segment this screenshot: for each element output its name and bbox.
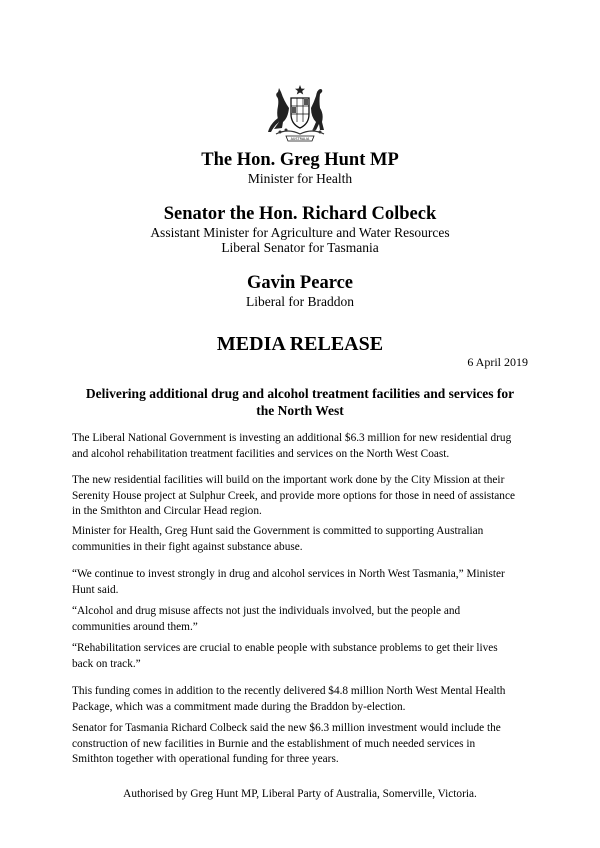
paragraph-line: Hunt said. bbox=[72, 583, 119, 596]
body-paragraph bbox=[72, 431, 532, 462]
paragraph-line: “Rehabilitation services are crucial to enable people with substance problems to get their lives bbox=[72, 642, 498, 654]
body-paragraph bbox=[72, 641, 532, 672]
minister-role: Assistant Minister for Agriculture and Water Resources bbox=[150, 225, 450, 240]
body-paragraph bbox=[72, 524, 532, 555]
release-date: 6 April 2019 bbox=[467, 355, 528, 369]
minister-name: Gavin Pearce bbox=[246, 273, 353, 293]
paragraph-line: Senator for Tasmania Richard Colbeck said the new $6.3 million investment would include the bbox=[72, 722, 501, 734]
minister-name: The Hon. Greg Hunt MP bbox=[201, 150, 399, 170]
body-paragraph bbox=[72, 473, 532, 520]
minister-role: Liberal for Braddon bbox=[246, 294, 354, 309]
crest-motto: AUSTRALIA bbox=[290, 137, 310, 141]
headline-line: Delivering additional drug and alcohol treatment facilities and services for bbox=[85, 386, 515, 401]
paragraph-line: The Liberal National Government is investing an additional $6.3 million for new residential drug bbox=[72, 432, 512, 444]
body-paragraph bbox=[72, 721, 532, 768]
minister-role: Liberal Senator for Tasmania bbox=[221, 240, 379, 255]
paragraph-line: Minister for Health, Greg Hunt said the Government is committed to supporting Australian bbox=[72, 525, 484, 537]
paragraph-line: The new residential facilities will build on the important work done by the City Mission at their bbox=[72, 474, 505, 486]
paragraph-line: back on track.” bbox=[72, 657, 141, 670]
paragraph-line: communities around them.” bbox=[72, 620, 198, 633]
body-paragraph bbox=[72, 604, 532, 635]
paragraph-line: communities in their fight against substance abuse. bbox=[72, 540, 303, 553]
paragraph-line: Package, which was a commitment made during the Braddon by-election. bbox=[72, 700, 406, 713]
paragraph-line: and alcohol rehabilitation treatment facilities and services on the North West Coast. bbox=[72, 447, 450, 460]
authorisation-footer: Authorised by Greg Hunt MP, Liberal Party of Australia, Somerville, Victoria. bbox=[123, 788, 477, 800]
paragraph-line: construction of new facilities in Burnie and the establishment of much needed services in bbox=[72, 737, 476, 750]
body-paragraph bbox=[72, 567, 532, 598]
body-paragraph bbox=[72, 684, 532, 715]
paragraph-line: Serenity House project at Sulphur Creek, and provide more options for those in need of assistance bbox=[72, 489, 515, 502]
release-headline bbox=[72, 385, 528, 419]
paragraph-line: “Alcohol and drug misuse affects not just the individuals involved, but the people and bbox=[72, 605, 461, 617]
paragraph-line: Smithton together with operational funding for three years. bbox=[72, 753, 339, 765]
minister-name: Senator the Hon. Richard Colbeck bbox=[163, 204, 437, 224]
headline-line: the North West bbox=[256, 403, 344, 418]
release-title: MEDIA RELEASE bbox=[216, 333, 384, 355]
paragraph-line: This funding comes in addition to the recently delivered $4.8 million North West Mental Health bbox=[72, 685, 506, 697]
paragraph-line: “We continue to invest strongly in drug and alcohol services in North West Tasmania,” Minister bbox=[72, 568, 505, 580]
coat-of-arms-crest bbox=[262, 84, 338, 144]
minister-role: Minister for Health bbox=[247, 171, 353, 186]
paragraph-line: in the Smithton and Circular Head region. bbox=[72, 505, 262, 517]
